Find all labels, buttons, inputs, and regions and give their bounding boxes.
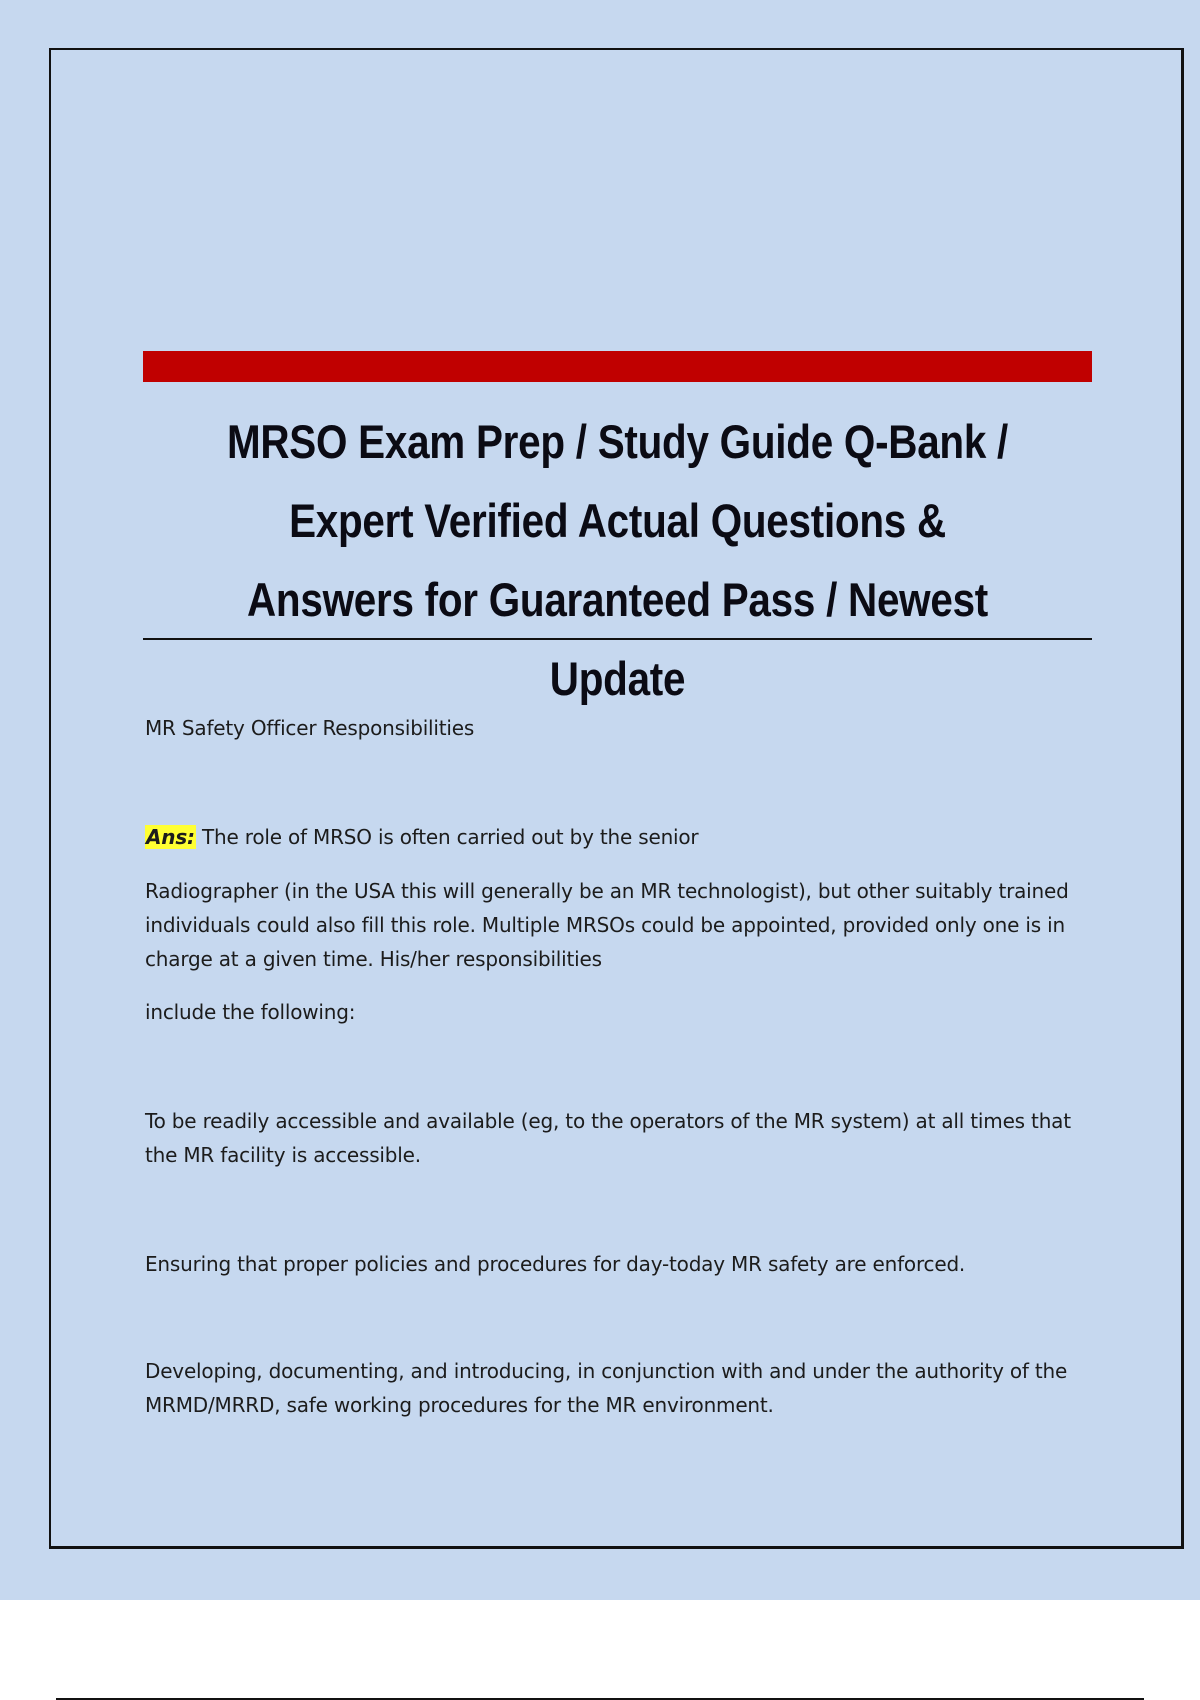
document-title: MRSO Exam Prep / Study Guide Q-Bank / Expert Verified Actual Questions & Answers for Guaranteed Pass / Newest Update <box>226 415 1009 705</box>
responsibility-item: Developing, documenting, and introducing, in conjunction with and under the authority of the MRMD/MRRD, safe working procedures for the MR environment. <box>145 1359 1068 1417</box>
responsibility-item: To be readily accessible and available (eg, to the operators of the MR system) at all times that the MR facility is accessible. <box>145 1109 1071 1167</box>
answer-paragraph-continuation: include the following: <box>145 1000 356 1024</box>
answer-first-line <box>145 820 1080 854</box>
answer-label: Ans: <box>146 825 195 849</box>
title-accent-bar <box>143 351 1092 382</box>
title-divider <box>143 638 1092 640</box>
answer-paragraph: Radiographer (in the USA this will generally be an MR technologist), but other suitably trained individuals could also fill this role. Multiple MRSOs could be appointed, provided only one is in charge at a given time. His/her responsibilities <box>145 879 1069 971</box>
responsibility-item: Ensuring that proper policies and procedures for day-today MR safety are enforced. <box>145 1252 966 1276</box>
question-text: MR Safety Officer Responsibilities <box>145 716 475 740</box>
page-border <box>49 48 1184 1549</box>
answer-intro: The role of MRSO is often carried out by the senior <box>195 825 699 849</box>
